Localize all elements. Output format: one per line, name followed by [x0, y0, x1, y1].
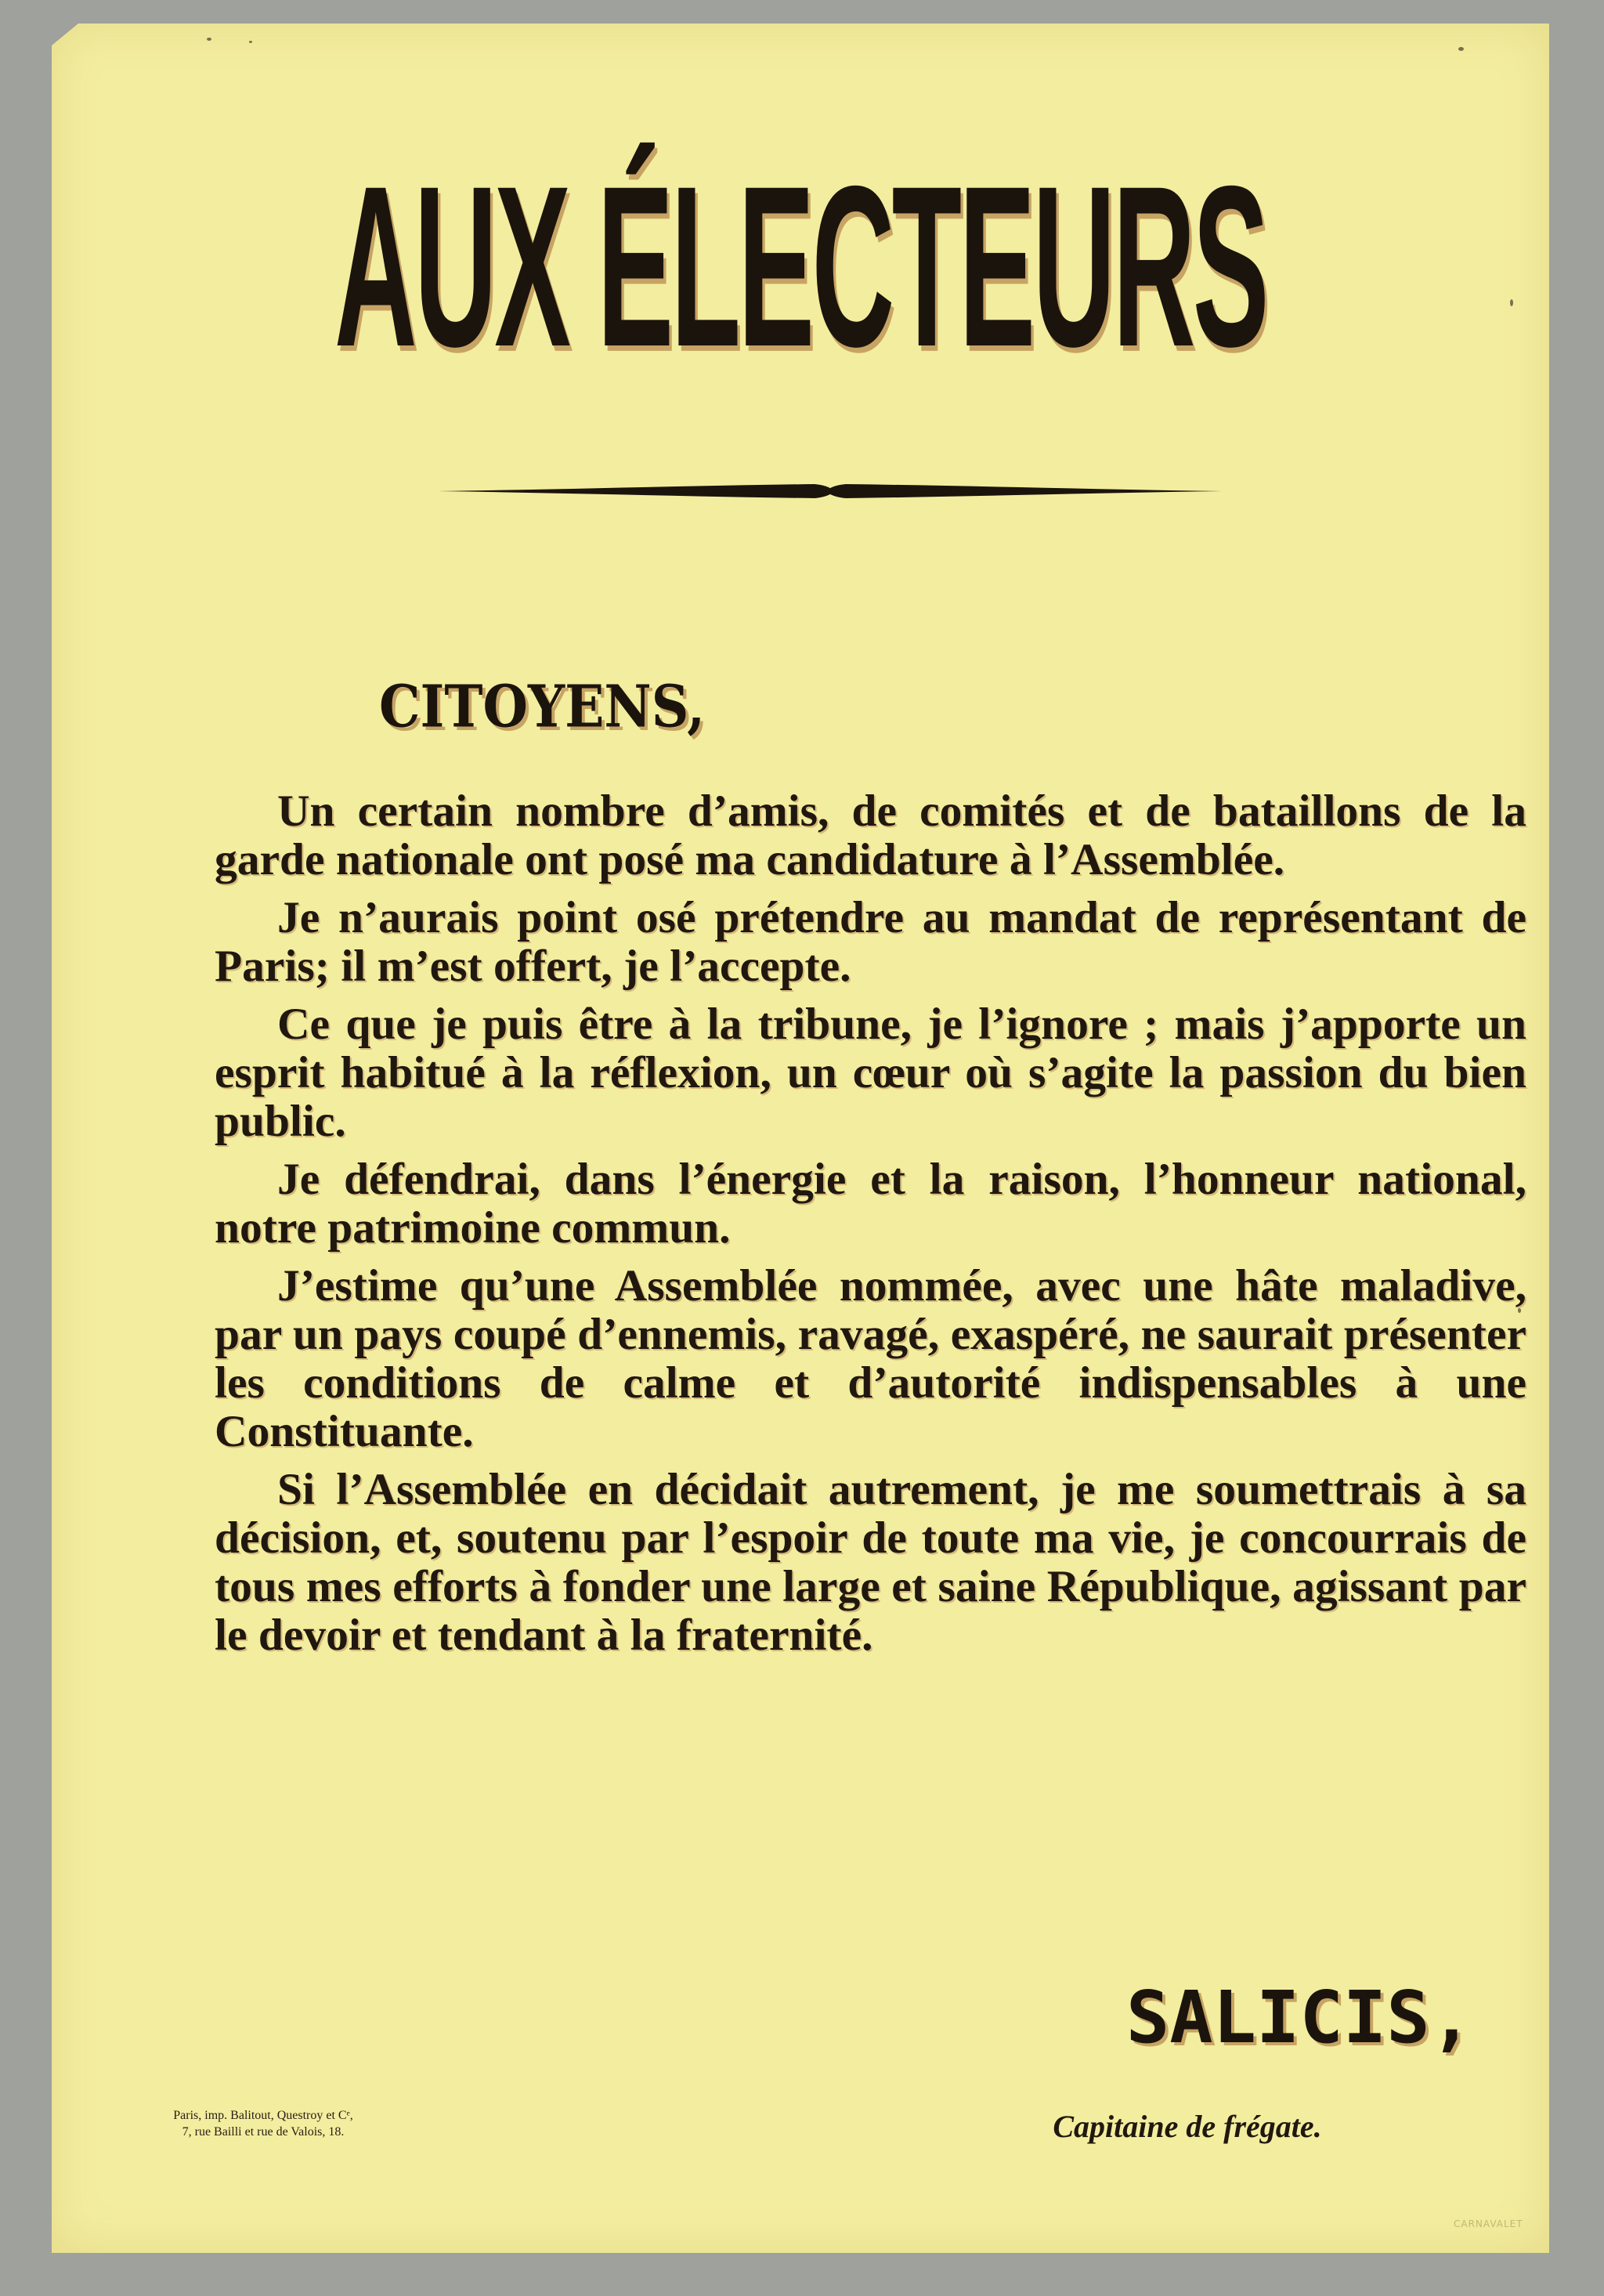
- paragraph-honneur: Je défendrai, dans l’énergie et la raison, l’honneur national, notre patrimoine commun.: [215, 1155, 1526, 1253]
- poster-sheet: [52, 24, 1549, 2253]
- rule-right-spindle: [825, 484, 1222, 498]
- printer-line: 7, rue Bailli et rue de Valois, 18.: [182, 2125, 345, 2139]
- rule-left-spindle: [439, 484, 835, 498]
- salutation: CITOYENS,: [379, 672, 706, 741]
- signature-rank: Capitaine de frégate.: [1053, 2109, 1322, 2144]
- printer-imprint: [130, 2107, 396, 2140]
- paragraph-mandat: Je n’aurais point osé prétendre au mandat de représentant de Paris; il m’est offert, je l’accepte.: [215, 893, 1526, 991]
- paragraph-tribune: Ce que je puis être à la tribune, je l’ignore ; mais j’apporte un esprit habitué à la réflexion, un cœur où s’agite la passion du bien public.: [215, 1000, 1526, 1146]
- signature-name: SALICIS,: [1125, 1976, 1473, 2059]
- ink-speck: [1510, 299, 1513, 306]
- ink-speck: [207, 38, 211, 41]
- paragraph-assemblee: J’estime qu’une Assemblée nommée, avec une hâte maladive, par un pays coupé d’ennemis, ravagé, exaspéré, ne saurait présenter les conditions de calme et d’autorité indispensables à une Constituante.: [215, 1261, 1526, 1456]
- torn-corner: [52, 24, 78, 45]
- paragraph-candidature: Un certain nombre d’amis, de comités et de bataillons de la garde nationale ont posé ma candidature à l’Assemblée.: [215, 786, 1526, 884]
- printer-line: Paris, imp. Balitout, Questroy et Cᵉ,: [173, 2109, 353, 2122]
- decorative-rule: [439, 479, 1222, 503]
- poster-title: AUX ÉLECTEURS: [334, 139, 1266, 396]
- ink-speck: [249, 41, 252, 43]
- ink-speck: [1458, 47, 1464, 51]
- collection-stamp: CARNAVALET: [1454, 2218, 1523, 2229]
- proclamation-body: [215, 787, 1526, 1669]
- paragraph-republique: Si l’Assemblée en décidait autrement, je me soumettrais à sa décision, et, soutenu par l’espoir de toute ma vie, je concourrais de tous mes efforts à fonder une large et saine République, agissant par le devoir et tendant à la fraternité.: [215, 1465, 1526, 1660]
